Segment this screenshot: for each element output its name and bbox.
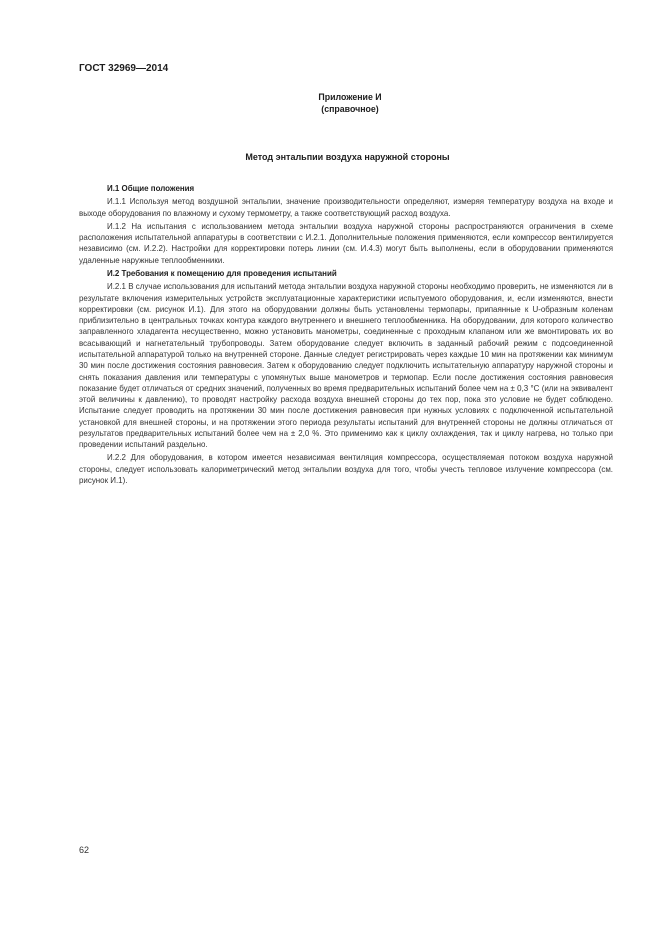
appendix-title: Приложение И	[318, 92, 382, 102]
paragraph-i-1-2: И.1.2 На испытания с использованием метода энтальпии воздуха наружной стороны распространяются ограничения в схеме расположения испытательной аппаратуры в соответствии с И.2.1. Дополнительные положения применяются, если компрессор вентилируется независимо (см. И.2.2). Настройки для корректировки потерь линии (см. И.4.3) могут быть выполнены, если в оборудовании применяются удаленные наружные теплообменники.	[79, 221, 613, 265]
document-body	[79, 183, 613, 488]
document-title: Метод энтальпии воздуха наружной стороны	[245, 152, 450, 162]
paragraph-i-1-1: И.1.1 Используя метод воздушной энтальпии, значение производительности определяют, измеряя температуру воздуха на входе и выходе оборудования по влажному и сухому термометру, а также соответствующий расход воздуха.	[79, 197, 613, 218]
section-heading-general: И.1 Общие положения	[107, 184, 195, 193]
paragraph-i-2-2: И.2.2 Для оборудования, в котором имеется независимая вентиляция компрессора, осуществляемая потоком воздуха наружной стороны, следует использовать калориметрический метод энтальпии воздуха для того, чтобы учесть тепловое излучение компрессора (см. рисунок И.1).	[79, 453, 613, 486]
standard-header: ГОСТ 32969—2014	[79, 63, 169, 74]
paragraph-i-2-1: И.2.1 В случае использования для испытаний метода энтальпии воздуха наружной стороны необходимо проверить, не изменяются ли в результате включения измерительных устройств эксплуатационные характеристики испытуемого оборудования, и, если изменяются, внести корректировки (см. рисунок И.1). Для этого на оборудовании должны быть установлены термопары, припаянные к U-образным коленам приблизительно в центральных точках контура каждого внутреннего и внешнего теплообменника. На оборудовании, для которого количество заправленного хладагента несущественно, можно установить манометры, соединенные с проходным клапаном или же вмонтировать их во всасывающий и нагнетательный трубопроводы. Затем оборудование следует включить в заданный рабочий режим с подсоединенной испытательной аппаратурой только на внутренней стороне. Данные следует регистрировать через каждые 10 мин на протяжении как минимум 30 мин после достижения состояния равновесия. Затем к оборудованию следует подключить испытательную аппаратуру наружной стороны и снять показания давления или температуры с упомянутых выше манометров и термопар. Если после достижения состояния равновесия показание будет отличаться от средних значений, полученных во время предварительных испытаний более чем на ± 0,3 °С (или на эквивалент этой величины к давлению), то проводят настройку расхода воздуха внешней стороны до тех пор, пока это условие не будет соблюдено. Испытание следует проводить на протяжении 30 мин после достижения равновесия при нужных условиях с подключенной испытательной установкой для внешней стороны, и на протяжении этого периода результаты испытаний для внутренней стороны не должны отличаться от результатов предварительных испытаний более чем на ± 2,0 %. Это применимо как к циклу охлаждения, так и циклу нагрева, но только при проведении испытаний раздельно.	[79, 282, 613, 450]
page-number: 62	[79, 845, 90, 855]
appendix-heading	[0, 92, 661, 115]
section-heading-room-requirements: И.2 Требования к помещению для проведения испытаний	[107, 268, 337, 278]
appendix-type: (справочное)	[321, 103, 379, 114]
